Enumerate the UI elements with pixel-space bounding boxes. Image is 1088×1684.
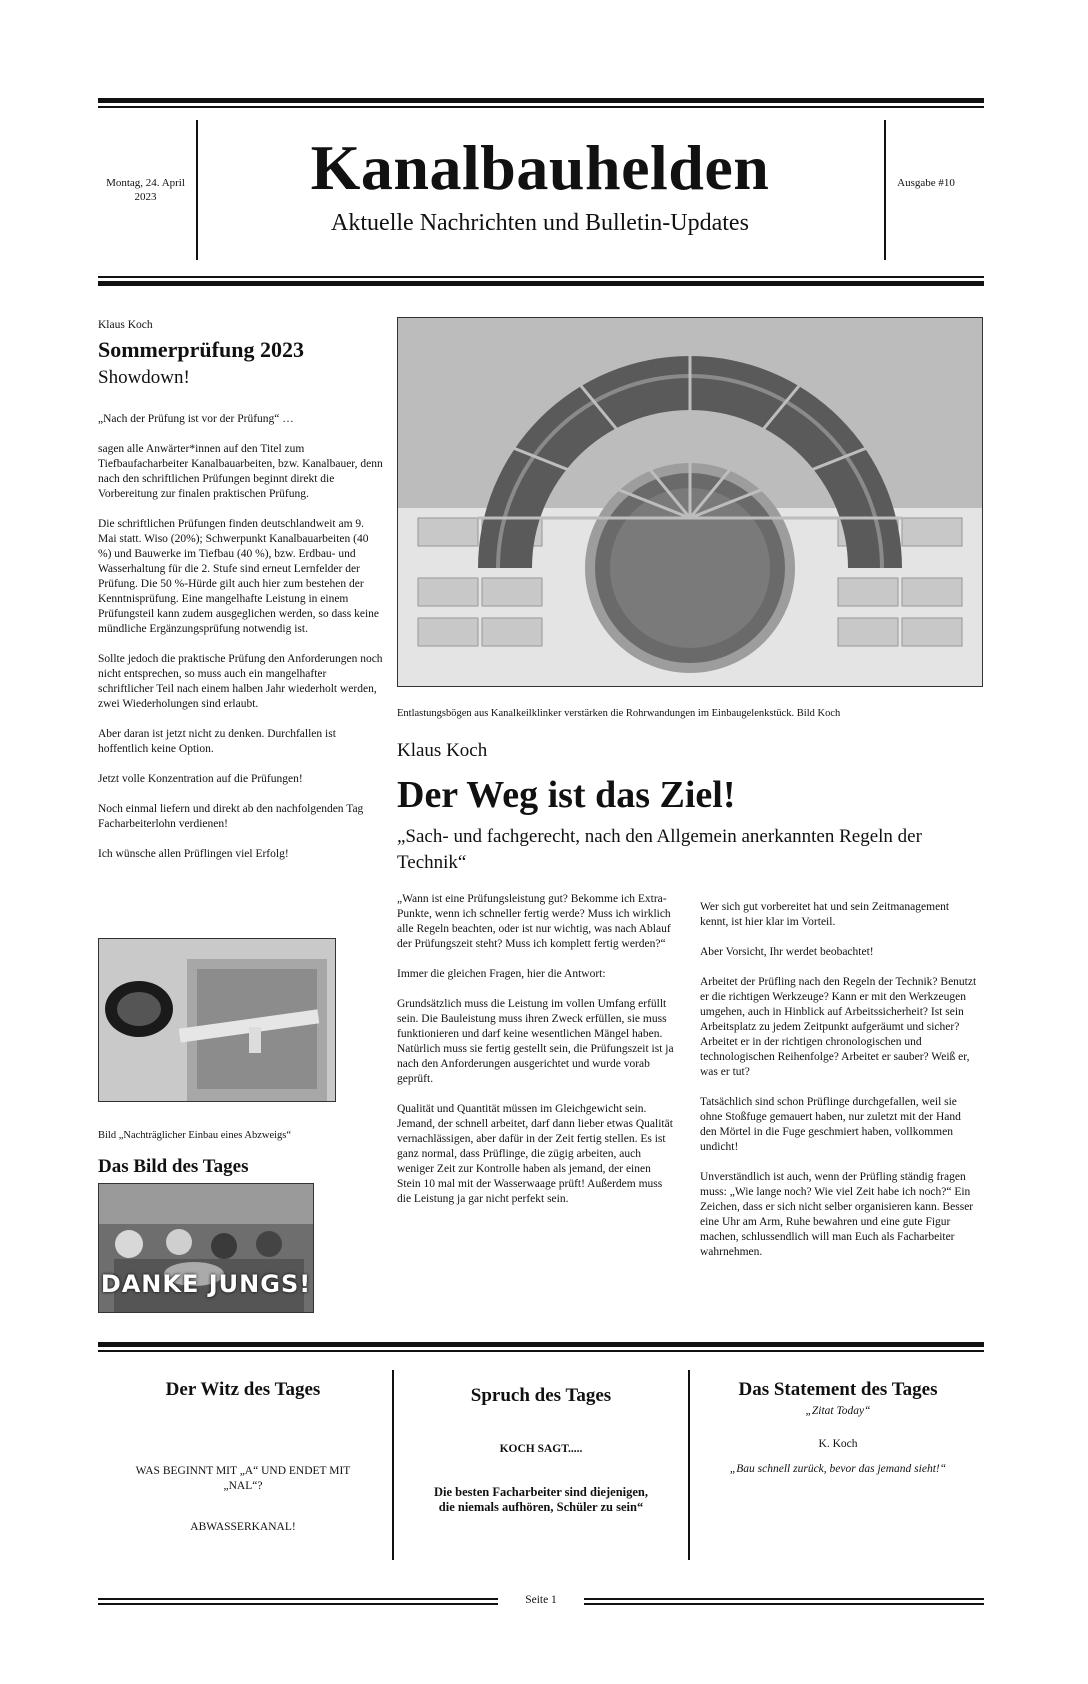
- paragraph: „Wann ist eine Prüfungsleistung gut? Bekomme ich Extra-Punkte, wenn ich schneller fertig werde? Muss ich wirklich alle Regeln beachten, oder ist nur wichtig, was nach Ablauf der Prüfungszeit steht? Muss ich komplett fertig werden?“: [397, 893, 671, 950]
- paragraph: Noch einmal liefern und direkt ab den nachfolgenden Tag Facharbeiterlohn verdienen!: [98, 803, 364, 830]
- paragraph: „Nach der Prüfung ist vor der Prüfung“ …: [98, 413, 294, 425]
- paragraph: Aber daran ist jetzt nicht zu denken. Durchfallen ist hoffentlich keine Option.: [98, 728, 336, 755]
- paragraph: Sollte jedoch die praktische Prüfung den Anforderungen noch nicht entsprechen, so muss auch ein mangelhafter schriftlicher Teil nach einem halben Jahr wiederholt werden, zwei Wiederholungen sind erlaubt.: [98, 653, 383, 710]
- footer-rule-left-2: [98, 1603, 498, 1605]
- newspaper-title: Kanalbauhelden: [310, 132, 770, 203]
- paragraph: Aber Vorsicht, Ihr werdet beobachtet!: [700, 946, 874, 958]
- top-rule-thick: [98, 98, 984, 103]
- main-article-col1: [397, 892, 675, 1222]
- paragraph: Die schriftlichen Prüfungen finden deutschlandweit am 9. Mai statt. Wiso (20%); Schwerpunkt Kanalbauarbeiten (40 %) und Bauwerke im Tiefbau (40 %), bzw. Erdbau- und Wasserhaltung für die 2. Stufe sind erneut Lernfelder der Prüfung. Die 50 %-Hürde gilt auch hier zum bestehen der Kenntnisprüfung. Eine mangelhafte Leistung in einem Prüfungsteil kann zudem ausgeglichen werden, so dass keine mündliche Ergänzungsprüfung notwendig ist.: [98, 518, 380, 635]
- joke-answer: ABWASSERKANAL!: [190, 1521, 296, 1533]
- newspaper-subtitle: Aktuelle Nachrichten und Bulletin-Updates: [331, 210, 749, 236]
- left-article-headline: Sommerprüfung 2023: [98, 337, 304, 362]
- paragraph: Qualität und Quantität müssen im Gleichgewicht sein. Jemand, der schnell arbeitet, darf dann lieber etwas Qualität vernachlässigen, aber dafür in der Zeit fertig stellen. Es ist ganz normal, dass Prüflinge, die zügig arbeiten, auch weniger Zeit zur Kontrolle haben als jemand, der einen Stein 10 mal mit der Wasserwaage prüft! Außerdem muss die Leistung ja gar nicht perfekt sein.: [397, 1103, 673, 1205]
- paragraph: Wer sich gut vorbereitet hat und sein Zeitmanagement kennt, ist hier klar im Vorteil.: [700, 901, 950, 928]
- thanks-banner: DANKE JUNGS!: [100, 1270, 312, 1298]
- paragraph: Grundsätzlich muss die Leistung im vollen Umfang erfüllt sein. Die Bauleistung muss ihren Zweck erfüllen, sie muss funktionieren und darf keine wesentlichen Mängel haben. Natürlich muss sie fertig gestellt sein, die Prüfungszeit ist ja nach den Anforderungen ausgerichtet und wurde vorab geprüft.: [397, 998, 674, 1085]
- issue-date: Montag, 24. April 2023: [106, 177, 185, 203]
- paragraph: Arbeitet der Prüfling nach den Regeln der Technik? Benutzt er die richtigen Werkzeuge? Kann er mit den Werkzeugen umgehen, auch in Hinblick auf Arbeitssicherheit? Ist sein Arbeitsplatz zu jedem Zeitpunkt aufgeräumt und sicher? Arbeitet er in der richtigen chronologischen und technologischen Reihenfolge? Arbeitet er sauber? Weiß er, was er tut?: [700, 976, 977, 1078]
- saying-text: Die besten Facharbeiter sind diejenigen, die niemals aufhören, Schüler zu sein“: [434, 1485, 648, 1514]
- masthead-rule-thin: [98, 276, 984, 278]
- footer-rule-right: [584, 1598, 984, 1600]
- paragraph: Unverständlich ist auch, wenn der Prüfling ständig fragen muss: „Wie lange noch? Wie viel Zeit habe ich noch?“ Ein Zeichen, dass er sich nicht selber organisieren kann. Besser eine Uhr am Arm, Ruhe bewahren und eine gute Figur machen, schlussendlich will man Euch als Facharbeiter wahrnehmen.: [700, 1171, 974, 1258]
- masthead-divider-left: [196, 120, 198, 260]
- left-photo-caption: Bild „Nachträglicher Einbau eines Abzweigs“: [98, 1130, 292, 1141]
- statement-subheading: „Zitat Today“: [805, 1405, 871, 1417]
- bottom-divider-left: [392, 1370, 394, 1560]
- main-article-col2: [700, 900, 980, 1275]
- main-article-headline: Der Weg ist das Ziel!: [397, 774, 736, 816]
- page-number: Seite 1: [525, 1594, 557, 1606]
- statement-heading: Das Statement des Tages: [738, 1379, 938, 1400]
- picture-of-day-heading: Das Bild des Tages: [98, 1156, 249, 1177]
- saying-box: [396, 1384, 686, 1515]
- joke-question: WAS BEGINNT MIT „A“ UND ENDET MIT „NAL“?: [135, 1465, 351, 1492]
- bottom-divider-right: [688, 1370, 690, 1560]
- paragraph: Immer die gleichen Fragen, hier die Antwort:: [397, 968, 606, 980]
- left-article-body: [98, 412, 383, 877]
- statement-box: [692, 1378, 984, 1477]
- issue-number: Ausgabe #10: [897, 177, 955, 189]
- main-article-author: Klaus Koch: [397, 740, 488, 761]
- bottom-rule-thin: [98, 1350, 984, 1352]
- saying-heading: Spruch des Tages: [470, 1385, 612, 1406]
- paragraph: Ich wünsche allen Prüflingen viel Erfolg!: [98, 848, 289, 860]
- arch-photo-caption: Entlastungsbögen aus Kanalkeilklinker verstärken die Rohrwandungen im Einbaugelenkstück. Bild Koch: [397, 708, 841, 719]
- paragraph: Tatsächlich sind schon Prüflinge durchgefallen, weil sie ohne Stoßfuge gemauert haben, nur zuletzt mit der Hand den Mörtel in die Fuge geschmiert haben, vollkommen undicht!: [700, 1096, 961, 1153]
- joke-box: [98, 1378, 388, 1535]
- top-rule-thin: [98, 106, 984, 108]
- main-article-subhead: „Sach- und fachgerecht, nach den Allgemein anerkannten Regeln der Technik“: [397, 826, 922, 873]
- left-article-author: Klaus Koch: [98, 319, 153, 331]
- joke-heading: Der Witz des Tages: [165, 1379, 321, 1400]
- statement-author: K. Koch: [818, 1438, 858, 1450]
- arch-photo: [397, 317, 983, 687]
- masthead-rule-thick: [98, 281, 984, 286]
- paragraph: sagen alle Anwärter*innen auf den Titel zum Tiefbaufacharbeiter Kanalbauarbeiten, bzw. Kanalbauer, denn nach den schriftlichen Prüfungen beginnt direkt die Vorbereitung zur finalen praktischen Prüfung.: [98, 443, 383, 500]
- branch-pipe-photo: [98, 938, 336, 1102]
- picture-of-day-photo: [98, 1183, 314, 1313]
- footer-rule-left: [98, 1598, 498, 1600]
- bottom-rule-thick: [98, 1342, 984, 1347]
- masthead-divider-right: [884, 120, 886, 260]
- saying-intro: KOCH SAGT.....: [499, 1443, 583, 1455]
- footer-rule-right-2: [584, 1603, 984, 1605]
- left-article-subhead: Showdown!: [98, 367, 190, 388]
- statement-quote: „Bau schnell zurück, bevor das jemand sieht!“: [729, 1463, 947, 1475]
- paragraph: Jetzt volle Konzentration auf die Prüfungen!: [98, 773, 303, 785]
